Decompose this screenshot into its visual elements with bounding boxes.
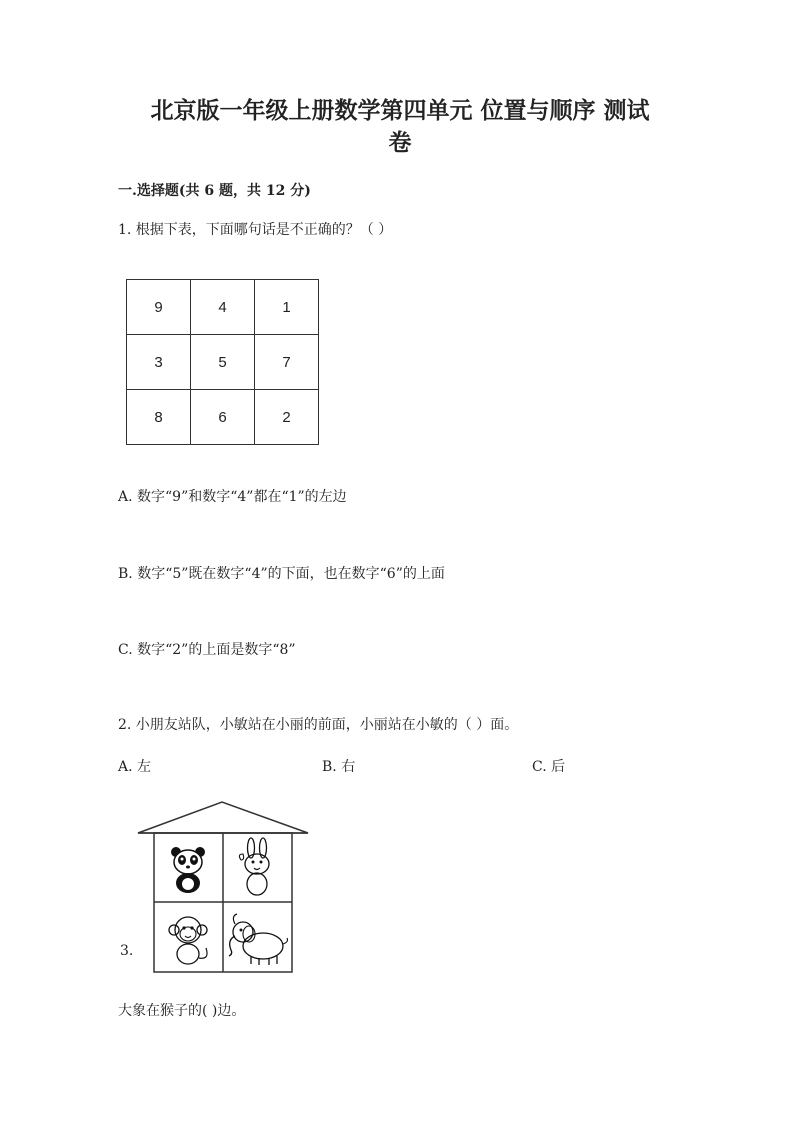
panda-icon (171, 847, 205, 893)
q1-stem: 1. 根据下表，下面哪句话是不正确的？（ ） (118, 222, 393, 238)
section-heading: 一.选择题(共 6 题，共 12 分) (118, 183, 311, 199)
q3-number: 3. (120, 943, 134, 959)
rabbit-icon (239, 838, 269, 895)
grid-cell: 7 (255, 335, 319, 390)
q2-option-a: A. 左 (118, 759, 152, 775)
title-line-1: 北京版一年级上册数学第四单元 位置与顺序 测试 (150, 97, 650, 124)
q1-option-c: C. 数字“2”的上面是数字“8” (118, 642, 296, 658)
q3-stem: 大象在猴子的( )边。 (118, 1003, 246, 1019)
q2-option-c: C. 后 (532, 759, 566, 775)
grid-cell: 6 (191, 390, 255, 445)
grid-cell: 8 (127, 390, 191, 445)
page-title (0, 95, 800, 159)
grid-cell: 5 (191, 335, 255, 390)
grid-cell: 1 (255, 280, 319, 335)
grid-cell: 3 (127, 335, 191, 390)
grid-row (127, 335, 319, 390)
grid-cell: 9 (127, 280, 191, 335)
grid-row (127, 280, 319, 335)
monkey-icon (169, 917, 207, 964)
q2-stem: 2. 小朋友站队，小敏站在小丽的前面，小丽站在小敏的（ ）面。 (118, 717, 519, 733)
q1-option-a: A. 数字“9”和数字“4”都在“1”的左边 (118, 489, 347, 505)
number-grid (126, 279, 319, 445)
elephant-icon (229, 914, 288, 965)
animal-house-illustration (136, 800, 312, 976)
grid-cell: 4 (191, 280, 255, 335)
roof (138, 802, 308, 833)
title-line-2: 卷 (388, 129, 412, 156)
q1-option-b: B. 数字“5”既在数字“4”的下面，也在数字“6”的上面 (118, 566, 445, 582)
grid-cell: 2 (255, 390, 319, 445)
q2-option-b: B. 右 (322, 759, 356, 775)
grid-row (127, 390, 319, 445)
